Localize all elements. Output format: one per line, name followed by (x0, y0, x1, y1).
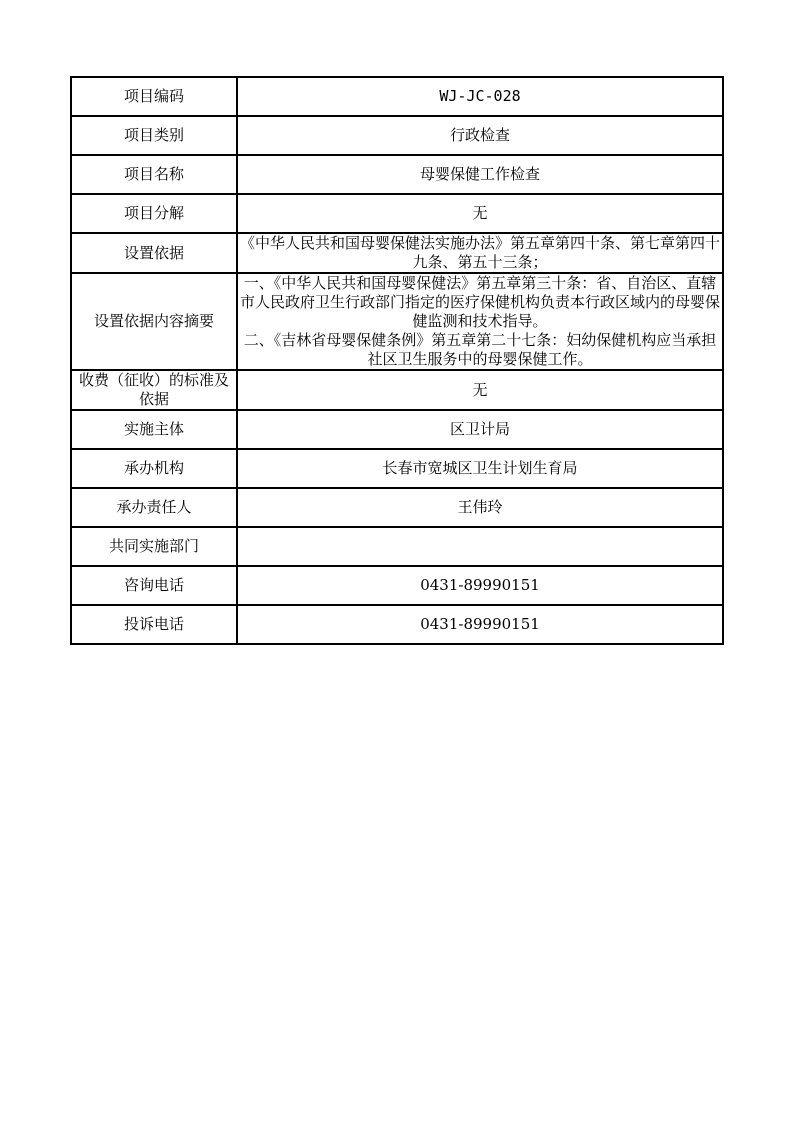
table-row-item-breakdown (71, 194, 723, 233)
value-item-breakdown: 无 (237, 194, 723, 233)
table-row-legal-basis (71, 233, 723, 273)
label-item-breakdown: 项目分解 (71, 194, 237, 233)
table-row-joint-departments (71, 527, 723, 566)
table-row-item-name (71, 155, 723, 194)
value-fee-standard: 无 (237, 370, 723, 410)
table-row-fee-standard (71, 370, 723, 410)
value-legal-basis: 《中华人民共和国母婴保健法实施办法》第五章第四十条、第七章第四十九条、第五十三条； (237, 233, 723, 273)
label-complaint-phone: 投诉电话 (71, 605, 237, 644)
value-handling-agency: 长春市宽城区卫生计划生育局 (237, 449, 723, 488)
label-legal-basis: 设置依据 (71, 233, 237, 273)
label-item-category: 项目类别 (71, 116, 237, 155)
value-basis-summary (237, 273, 723, 370)
value-item-name: 母婴保健工作检查 (237, 155, 723, 194)
value-responsible-person: 王伟玲 (237, 488, 723, 527)
label-item-name: 项目名称 (71, 155, 237, 194)
table-row-responsible-person (71, 488, 723, 527)
label-fee-standard: 收费（征收）的标准及依据 (71, 370, 237, 410)
table-row-inquiry-phone (71, 566, 723, 605)
value-item-code: WJ-JC-028 (237, 77, 723, 116)
basis-summary-paragraph-2: 二、《吉林省母婴保健条例》第五章第二十七条：妇幼保健机构应当承担社区卫生服务中的母婴保健工作。 (243, 331, 717, 368)
label-inquiry-phone: 咨询电话 (71, 566, 237, 605)
label-responsible-person: 承办责任人 (71, 488, 237, 527)
item-info-table (70, 76, 724, 645)
table-row-complaint-phone (71, 605, 723, 644)
value-item-category: 行政检查 (237, 116, 723, 155)
label-joint-departments: 共同实施部门 (71, 527, 237, 566)
table-row-basis-summary (71, 273, 723, 370)
document-sheet (70, 76, 722, 645)
value-inquiry-phone: 0431-89990151 (237, 566, 723, 605)
value-complaint-phone: 0431-89990151 (237, 605, 723, 644)
value-joint-departments (237, 527, 723, 566)
label-item-code: 项目编码 (71, 77, 237, 116)
label-handling-agency: 承办机构 (71, 449, 237, 488)
table-row-implementing-body (71, 410, 723, 449)
table-row-item-category (71, 116, 723, 155)
value-implementing-body: 区卫计局 (237, 410, 723, 449)
label-basis-summary: 设置依据内容摘要 (71, 273, 237, 370)
basis-summary-paragraph-1: 一、《中华人民共和国母婴保健法》第五章第三十条：省、自治区、直辖市人民政府卫生行政部门指定的医疗保健机构负责本行政区域内的母婴保健监测和技术指导。 (239, 274, 720, 330)
label-implementing-body: 实施主体 (71, 410, 237, 449)
table-row-item-code (71, 77, 723, 116)
table-row-handling-agency (71, 449, 723, 488)
